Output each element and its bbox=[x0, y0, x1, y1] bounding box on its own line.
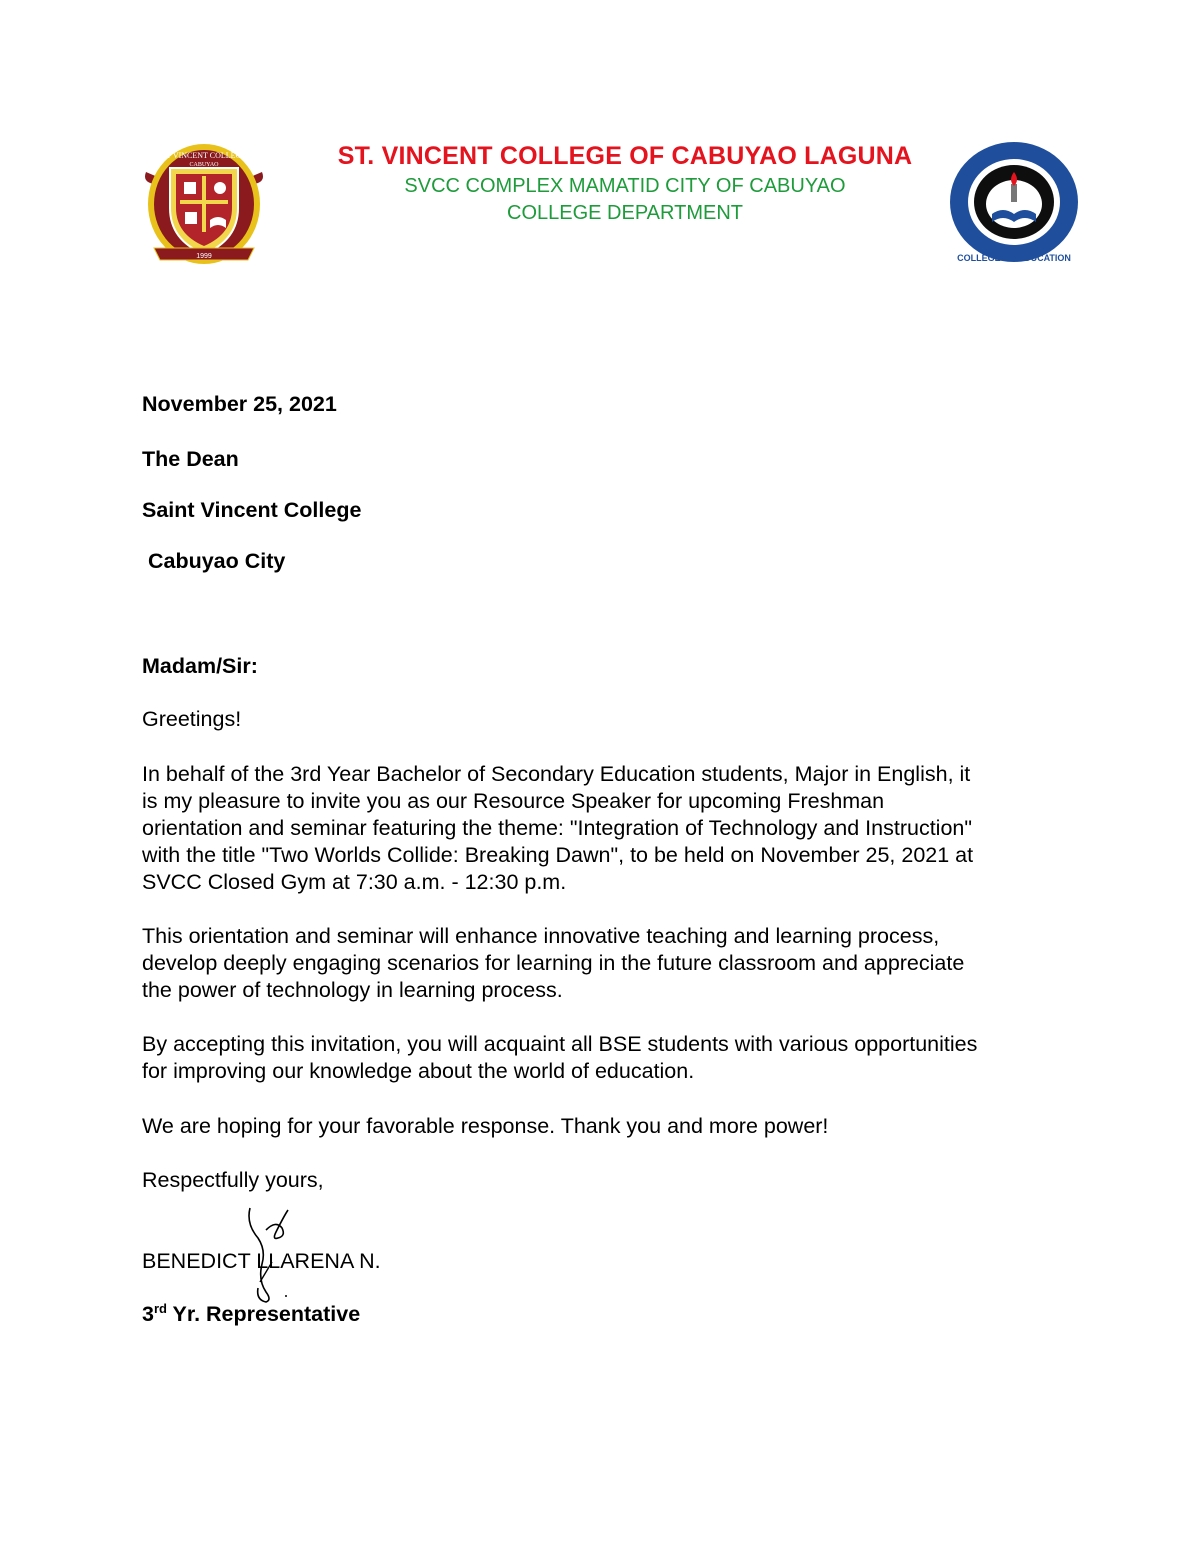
college-address: SVCC COMPLEX MAMATID CITY OF CABUYAO bbox=[404, 175, 846, 197]
paragraph-purpose bbox=[142, 923, 1062, 1004]
paragraph-line: develop deeply engaging scenarios for learning in the future classroom and appreciate bbox=[142, 951, 965, 975]
school-crest-icon bbox=[140, 138, 268, 270]
paragraph-line: orientation and seminar featuring the theme: "Integration of Technology and Instruction" bbox=[142, 816, 972, 840]
paragraph-line: By accepting this invitation, you will acquaint all BSE students with various opportunities bbox=[142, 1032, 978, 1056]
letter-date: November 25, 2021 bbox=[142, 392, 337, 416]
signatory-title bbox=[142, 1301, 360, 1328]
paragraph-line: SVCC Closed Gym at 7:30 a.m. - 12:30 p.m. bbox=[142, 870, 567, 894]
greeting: Greetings! bbox=[142, 707, 242, 731]
signatory-title-rest: Yr. Representative bbox=[166, 1302, 361, 1326]
paragraph-benefits bbox=[142, 1031, 1062, 1085]
recipient-line: Cabuyao City bbox=[142, 549, 286, 573]
signatory-name: BENEDICT LLARENA N. bbox=[142, 1249, 381, 1273]
paragraph-line: for improving our knowledge about the world of education. bbox=[142, 1059, 695, 1083]
crest-year: 1999 bbox=[196, 253, 212, 260]
paragraph-line: with the title "Two Worlds Collide: Breaking Dawn", to be held on November 25, 2021 at bbox=[142, 843, 974, 867]
paragraph-line: is my pleasure to invite you as our Resource Speaker for upcoming Freshman bbox=[142, 789, 885, 813]
signatory-title-ordinal: rd bbox=[153, 1300, 167, 1316]
recipient-line: The Dean bbox=[142, 447, 239, 471]
paragraph-line: This orientation and seminar will enhance innovative teaching and learning process, bbox=[142, 924, 940, 948]
sign-off: Respectfully yours, bbox=[142, 1168, 324, 1192]
college-department: COLLEGE DEPARTMENT bbox=[507, 202, 743, 224]
paragraph-line: the power of technology in learning process. bbox=[142, 978, 563, 1002]
college-name: ST. VINCENT COLLEGE OF CABUYAO LAGUNA bbox=[337, 142, 913, 170]
seal-ring-text: COLLEGE OF EDUCATION bbox=[957, 253, 1071, 263]
crest-ring-text-top: ST VINCENT COLLEGE bbox=[161, 151, 247, 160]
crest-ring-text-bottom: CABUYAO bbox=[189, 162, 219, 168]
closing-line: We are hoping for your favorable response. Thank you and more power! bbox=[142, 1114, 829, 1138]
recipient-line: Saint Vincent College bbox=[142, 498, 362, 522]
paragraph-invitation bbox=[142, 761, 1062, 896]
college-of-education-seal-icon bbox=[948, 140, 1080, 264]
signatory-title-number: 3 bbox=[142, 1302, 154, 1326]
salutation: Madam/Sir: bbox=[142, 654, 258, 678]
paragraph-line: In behalf of the 3rd Year Bachelor of Secondary Education students, Major in English, it bbox=[142, 762, 971, 786]
